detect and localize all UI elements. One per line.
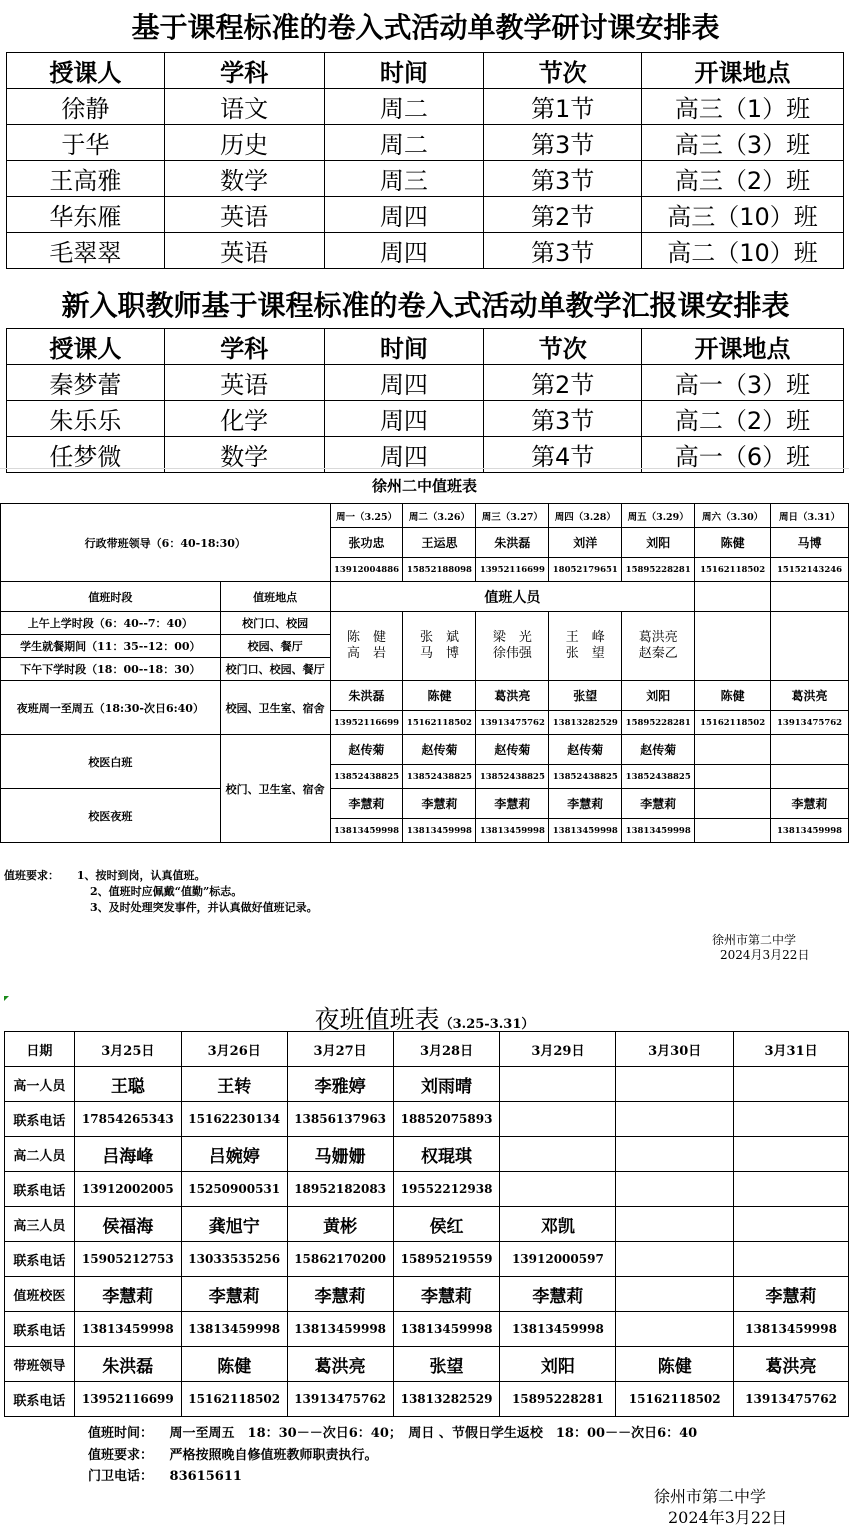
table-cell: 英语 [164, 233, 324, 269]
phone-cell: 18852075893 [393, 1102, 500, 1137]
phone-cell: 13813282529 [393, 1382, 500, 1417]
night-name: 张望 [549, 681, 622, 711]
period-label: 上午上学时段（6：40--7：40） [1, 612, 221, 635]
table-cell: 周二 [324, 125, 484, 161]
duty-sheet [0, 468, 849, 962]
night-phone: 13913475762 [476, 711, 549, 735]
phone-cell [616, 1312, 734, 1347]
table-cell: 秦梦蕾 [7, 365, 165, 401]
table-row [5, 1137, 849, 1172]
phone-cell: 15862170200 [287, 1242, 393, 1277]
row-label: 联系电话 [5, 1242, 75, 1277]
table-cell: 于华 [7, 125, 165, 161]
table-row [7, 197, 844, 233]
phone-cell: 15162118502 [181, 1382, 287, 1417]
name-cell: 陈健 [616, 1347, 734, 1382]
admin-name: 刘洋 [549, 528, 622, 558]
name-cell: 李慧莉 [74, 1277, 181, 1312]
night-name: 刘阳 [622, 681, 695, 711]
date-header: 3月31日 [734, 1032, 849, 1067]
period-place: 校门口、校园、餐厅 [220, 658, 330, 681]
table-row [1, 681, 849, 711]
day-header: 周一（3.25） [330, 504, 403, 528]
table-row [1, 735, 849, 765]
row-label: 高三人员 [5, 1207, 75, 1242]
name-cell: 吕婉婷 [181, 1137, 287, 1172]
night-subtitle: （3.25-3.31） [439, 1017, 535, 1032]
period-label: 下午下学时段（18：00--18：30） [1, 658, 221, 681]
name-cell [616, 1137, 734, 1172]
duty-req-2: 2、值班时应佩戴“值勤”标志。 [90, 885, 243, 898]
table-cell: 周三 [324, 161, 484, 197]
table-cell: 数学 [164, 437, 324, 473]
doc-day-phone [695, 765, 771, 789]
row-label: 高一人员 [5, 1067, 75, 1102]
doc-day-name: 赵传菊 [622, 735, 695, 765]
night-name: 陈健 [695, 681, 771, 711]
doc-day-phone: 13852438825 [476, 765, 549, 789]
admin-phone: 15152143246 [771, 558, 849, 582]
table-row [5, 1172, 849, 1207]
night-req-value: 严格按照晚自修值班教师职责执行。 [169, 1448, 378, 1463]
day-staff [330, 612, 403, 681]
phone-cell: 15905212753 [74, 1242, 181, 1277]
name-cell: 李慧莉 [287, 1277, 393, 1312]
staff-name: 葛洪亮 [638, 630, 678, 645]
night-name: 朱洪磊 [330, 681, 403, 711]
empty-cell [695, 612, 771, 681]
night-name: 陈健 [403, 681, 476, 711]
duty-req-title: 值班要求： [4, 869, 59, 882]
doc-night-phone [695, 819, 771, 843]
date-header: 3月28日 [393, 1032, 500, 1067]
doc-day-label: 校医白班 [1, 735, 221, 789]
date-header: 3月30日 [616, 1032, 734, 1067]
phone-cell: 13912002005 [74, 1172, 181, 1207]
name-cell: 黄彬 [287, 1207, 393, 1242]
name-cell [616, 1207, 734, 1242]
table-cell: 朱乐乐 [7, 401, 165, 437]
name-cell: 王聪 [74, 1067, 181, 1102]
name-cell: 马姗姗 [287, 1137, 393, 1172]
name-cell: 李雅婷 [287, 1067, 393, 1102]
name-cell [734, 1067, 849, 1102]
column-header: 学科 [164, 53, 324, 89]
phone-cell: 13813459998 [181, 1312, 287, 1347]
phone-cell: 13856137963 [287, 1102, 393, 1137]
staff-name: 陈 健 [347, 630, 387, 645]
date-header: 3月25日 [74, 1032, 181, 1067]
column-header: 学科 [164, 329, 324, 365]
phone-cell: 13813459998 [500, 1312, 616, 1347]
night-org: 徐州市第二中学 [654, 1487, 767, 1506]
admin-label: 行政带班领导（6：40-18:30） [1, 504, 331, 582]
day-staff [476, 612, 549, 681]
table-cell: 高三（10）班 [642, 197, 844, 233]
table-row [5, 1207, 849, 1242]
doc-night-phone: 13813459998 [330, 819, 403, 843]
name-cell: 龚旭宁 [181, 1207, 287, 1242]
doc-day-phone [771, 765, 849, 789]
staff-name: 王 峰 [565, 630, 605, 645]
name-cell: 李慧莉 [500, 1277, 616, 1312]
column-header: 节次 [484, 53, 642, 89]
phone-cell [734, 1242, 849, 1277]
table-cell: 周二 [324, 89, 484, 125]
duty-req-3: 3、及时处理突发事件，并认真做好值班记录。 [90, 901, 318, 914]
admin-phone: 15895228281 [622, 558, 695, 582]
staff-name: 赵秦乙 [638, 646, 678, 661]
phone-cell: 13813459998 [393, 1312, 500, 1347]
phone-cell [500, 1102, 616, 1137]
period-place: 校园、餐厅 [220, 635, 330, 658]
period-place: 校门口、校园 [220, 612, 330, 635]
empty-cell [771, 612, 849, 681]
night-name: 葛洪亮 [476, 681, 549, 711]
name-cell: 侯福海 [74, 1207, 181, 1242]
row-label: 高二人员 [5, 1137, 75, 1172]
name-cell: 陈健 [181, 1347, 287, 1382]
row-label: 联系电话 [5, 1382, 75, 1417]
night-req-label: 值班要求： [88, 1448, 154, 1463]
name-cell: 葛洪亮 [734, 1347, 849, 1382]
doc-night-name: 李慧莉 [403, 789, 476, 819]
day-header: 周日（3.31） [771, 504, 849, 528]
period-label: 学生就餐期间（11：35--12：00） [1, 635, 221, 658]
doc-night-phone: 13813459998 [403, 819, 476, 843]
column-header: 节次 [484, 329, 642, 365]
staff-header: 值班人员 [330, 582, 695, 612]
header-row [5, 1032, 849, 1067]
table-cell: 高三（2）班 [642, 161, 844, 197]
phone-cell: 13952116699 [74, 1382, 181, 1417]
night-phone: 13813282529 [549, 711, 622, 735]
doc-day-name: 赵传菊 [549, 735, 622, 765]
place-header: 值班地点 [220, 582, 330, 612]
admin-name: 王运思 [403, 528, 476, 558]
doc-night-name: 李慧莉 [771, 789, 849, 819]
table-row [5, 1382, 849, 1417]
doc-night-phone: 13813459998 [622, 819, 695, 843]
night-phone: 15895228281 [622, 711, 695, 735]
doc-night-name: 李慧莉 [549, 789, 622, 819]
period-header: 值班时段 [1, 582, 221, 612]
day-header: 周三（3.27） [476, 504, 549, 528]
doc-day-phone: 13852438825 [549, 765, 622, 789]
day-staff [622, 612, 695, 681]
phone-cell: 15162118502 [616, 1382, 734, 1417]
table-cell: 第1节 [484, 89, 642, 125]
date-header: 3月27日 [287, 1032, 393, 1067]
doc-day-name: 赵传菊 [403, 735, 476, 765]
doc-night-phone: 13813459998 [549, 819, 622, 843]
table-cell: 第3节 [484, 233, 642, 269]
name-cell [616, 1067, 734, 1102]
staff-name: 张 望 [565, 646, 605, 661]
night-time-value: 周一至周五 18：30－－次日6：40； 周日 、节假日学生返校 18：00－－次日6：40 [169, 1426, 698, 1441]
date-header: 3月29日 [500, 1032, 616, 1067]
phone-cell: 15895219559 [393, 1242, 500, 1277]
table-row [5, 1102, 849, 1137]
table-cell: 毛翠翠 [7, 233, 165, 269]
phone-cell: 13913475762 [287, 1382, 393, 1417]
column-header: 授课人 [7, 329, 165, 365]
date-label: 日期 [5, 1032, 75, 1067]
duty-org: 徐州市第二中学 [712, 933, 797, 947]
table-cell: 王高雅 [7, 161, 165, 197]
day-staff [403, 612, 476, 681]
duty-title: 徐州二中值班表 [371, 477, 477, 495]
night-date: 2024年3月22日 [668, 1508, 788, 1527]
table-row [1, 612, 849, 635]
row-label: 值班校医 [5, 1277, 75, 1312]
header-row [7, 53, 844, 89]
doc-night-name: 李慧莉 [622, 789, 695, 819]
name-cell: 王转 [181, 1067, 287, 1102]
name-cell: 刘雨晴 [393, 1067, 500, 1102]
duty-date: 2024月3月22日 [720, 948, 810, 962]
table-cell: 周四 [324, 197, 484, 233]
table-cell: 数学 [164, 161, 324, 197]
night-phone: 15162118502 [403, 711, 476, 735]
table-row [7, 89, 844, 125]
doc-night-phone: 13813459998 [771, 819, 849, 843]
staff-name: 梁 光 [492, 630, 532, 645]
name-cell [616, 1277, 734, 1312]
admin-name: 朱洪磊 [476, 528, 549, 558]
night-table [4, 1031, 849, 1417]
table-cell: 英语 [164, 197, 324, 233]
column-header: 时间 [324, 329, 484, 365]
name-cell: 葛洪亮 [287, 1347, 393, 1382]
phone-cell: 15162230134 [181, 1102, 287, 1137]
name-cell [500, 1067, 616, 1102]
phone-cell [616, 1102, 734, 1137]
phone-cell: 19552212938 [393, 1172, 500, 1207]
table-row [7, 161, 844, 197]
name-cell: 李慧莉 [393, 1277, 500, 1312]
table-cell: 任梦微 [7, 437, 165, 473]
table-row [1, 504, 849, 528]
table-cell: 第2节 [484, 365, 642, 401]
admin-phone: 15162118502 [695, 558, 771, 582]
column-header: 授课人 [7, 53, 165, 89]
table-row [5, 1347, 849, 1382]
header-row [7, 329, 844, 365]
doc-day-name [771, 735, 849, 765]
row-label: 联系电话 [5, 1312, 75, 1347]
name-cell [500, 1137, 616, 1172]
name-cell: 李慧莉 [734, 1277, 849, 1312]
doc-day-name: 赵传菊 [476, 735, 549, 765]
name-cell: 张望 [393, 1347, 500, 1382]
table-cell: 周四 [324, 437, 484, 473]
phone-cell: 13912000597 [500, 1242, 616, 1277]
night-phone: 13913475762 [771, 711, 849, 735]
admin-name: 张功忠 [330, 528, 403, 558]
table-row [5, 1067, 849, 1102]
table-cell: 徐静 [7, 89, 165, 125]
table-row [1, 582, 849, 612]
column-header: 开课地点 [642, 53, 844, 89]
table-cell: 高一（6）班 [642, 437, 844, 473]
table-cell: 高二（2）班 [642, 401, 844, 437]
table-cell: 第3节 [484, 401, 642, 437]
staff-name: 马 博 [419, 646, 459, 661]
table2-title: 新入职教师基于课程标准的卷入式活动单教学汇报课安排表 [61, 289, 790, 322]
table-cell: 周四 [324, 365, 484, 401]
doc-day-name: 赵传菊 [330, 735, 403, 765]
table-cell: 历史 [164, 125, 324, 161]
name-cell: 吕海峰 [74, 1137, 181, 1172]
row-label: 联系电话 [5, 1172, 75, 1207]
table-row [5, 1242, 849, 1277]
day-header: 周二（3.26） [403, 504, 476, 528]
phone-cell: 18952182083 [287, 1172, 393, 1207]
table-row [7, 401, 844, 437]
day-staff [549, 612, 622, 681]
phone-cell [616, 1242, 734, 1277]
doc-day-name [695, 735, 771, 765]
admin-name: 刘阳 [622, 528, 695, 558]
name-cell [734, 1137, 849, 1172]
table1-title: 基于课程标准的卷入式活动单教学研讨课安排表 [131, 11, 720, 44]
table-row [7, 233, 844, 269]
table-cell: 高三（3）班 [642, 125, 844, 161]
empty-cell [771, 582, 849, 612]
staff-name: 高 岩 [347, 646, 387, 661]
name-cell: 刘阳 [500, 1347, 616, 1382]
table-cell: 化学 [164, 401, 324, 437]
day-header: 周四（3.28） [549, 504, 622, 528]
table-cell: 高三（1）班 [642, 89, 844, 125]
phone-cell: 13813459998 [74, 1312, 181, 1347]
table-cell: 第3节 [484, 125, 642, 161]
phone-cell [616, 1172, 734, 1207]
night-phone: 13952116699 [330, 711, 403, 735]
admin-phone: 13952116699 [476, 558, 549, 582]
table-cell: 第3节 [484, 161, 642, 197]
table-row [7, 365, 844, 401]
table-cell: 第2节 [484, 197, 642, 233]
admin-phone: 15852188098 [403, 558, 476, 582]
phone-cell: 13913475762 [734, 1382, 849, 1417]
name-cell: 权琨琪 [393, 1137, 500, 1172]
empty-cell [695, 582, 771, 612]
row-label: 联系电话 [5, 1102, 75, 1137]
phone-cell: 15895228281 [500, 1382, 616, 1417]
name-cell: 朱洪磊 [74, 1347, 181, 1382]
doc-day-phone: 13852438825 [622, 765, 695, 789]
table-row [7, 125, 844, 161]
table-cell: 周四 [324, 233, 484, 269]
table-cell: 华东雁 [7, 197, 165, 233]
date-header: 3月26日 [181, 1032, 287, 1067]
duty-req-1: 1、按时到岗，认真值班。 [76, 869, 206, 882]
phone-cell: 13033535256 [181, 1242, 287, 1277]
night-time-label: 值班时间： [88, 1426, 154, 1441]
row-label: 带班领导 [5, 1347, 75, 1382]
duty-table [0, 503, 849, 843]
table-cell: 周四 [324, 401, 484, 437]
admin-phone: 18052179651 [549, 558, 622, 582]
staff-name: 徐伟强 [492, 646, 532, 661]
name-cell: 李慧莉 [181, 1277, 287, 1312]
name-cell: 侯红 [393, 1207, 500, 1242]
table-cell: 高二（10）班 [642, 233, 844, 269]
phone-cell: 17854265343 [74, 1102, 181, 1137]
table-cell: 第4节 [484, 437, 642, 473]
doc-night-name: 李慧莉 [476, 789, 549, 819]
table-cell: 英语 [164, 365, 324, 401]
doc-night-name: 李慧莉 [330, 789, 403, 819]
column-header: 开课地点 [642, 329, 844, 365]
column-header: 时间 [324, 53, 484, 89]
doc-day-phone: 13852438825 [403, 765, 476, 789]
table-row [5, 1277, 849, 1312]
day-header: 周六（3.30） [695, 504, 771, 528]
doc-night-label: 校医夜班 [1, 789, 221, 843]
night-name: 葛洪亮 [771, 681, 849, 711]
doc-night-name [695, 789, 771, 819]
phone-cell: 13813459998 [734, 1312, 849, 1347]
admin-name: 陈健 [695, 528, 771, 558]
admin-name: 马博 [771, 528, 849, 558]
table2 [6, 328, 844, 473]
phone-cell: 15250900531 [181, 1172, 287, 1207]
table-cell: 高一（3）班 [642, 365, 844, 401]
night-phone: 15162118502 [695, 711, 771, 735]
table-row [5, 1312, 849, 1347]
phone-cell [734, 1102, 849, 1137]
night-phone-value: 83615611 [169, 1469, 242, 1484]
night-place: 校园、卫生室、宿舍 [220, 681, 330, 735]
night-label: 夜班周一至周五（18:30-次日6:40） [1, 681, 221, 735]
doc-night-phone: 13813459998 [476, 819, 549, 843]
day-header: 周五（3.29） [622, 504, 695, 528]
table1 [6, 52, 844, 269]
night-title: 夜班值班表 [314, 1005, 440, 1034]
night-sheet [0, 996, 849, 1526]
admin-phone: 13912004886 [330, 558, 403, 582]
table-row [1, 789, 849, 819]
doc-day-phone: 13852438825 [330, 765, 403, 789]
phone-cell [734, 1172, 849, 1207]
phone-cell [500, 1172, 616, 1207]
phone-cell: 13813459998 [287, 1312, 393, 1347]
name-cell: 邓凯 [500, 1207, 616, 1242]
staff-name: 张 斌 [419, 630, 459, 645]
night-phone-label: 门卫电话： [88, 1469, 154, 1484]
name-cell [734, 1207, 849, 1242]
doc-place: 校门、卫生室、宿舍 [220, 735, 330, 843]
table-cell: 语文 [164, 89, 324, 125]
